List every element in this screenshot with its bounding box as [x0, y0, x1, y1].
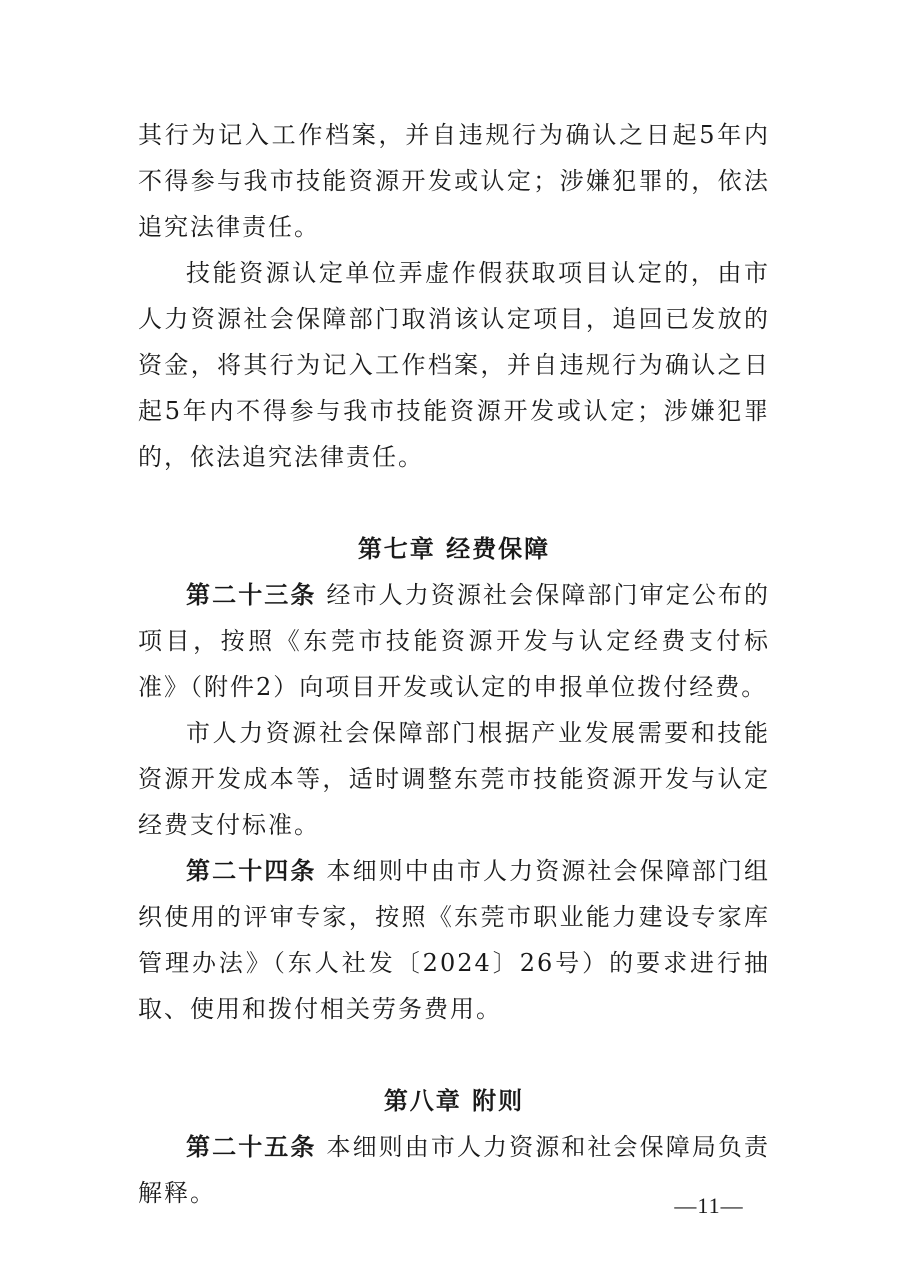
chapter-7-title: 第七章 经费保障: [357, 535, 551, 563]
paragraph-continued: 其行为记入工作档案，并自违规行为确认之日起5年内不得参与我市技能资源开发或认定；涉嫌犯罪的，依法追究法律责任。: [138, 121, 770, 241]
paragraph-fraud-penalty: 技能资源认定单位弄虚作假获取项目认定的，由市人力资源社会保障部门取消该认定项目，追回已发放的资金，将其行为记入工作档案，并自违规行为确认之日起5年内不得参与我市技能资源开发或认定；涉嫌犯罪的，依法追究法律责任。: [138, 259, 770, 471]
article-25-number: 第二十五条: [186, 1133, 317, 1161]
article-24: [138, 848, 770, 1032]
paragraph-standard-adjustment: 市人力资源社会保障部门根据产业发展需要和技能资源开发成本等，适时调整东莞市技能资源开发与认定经费支付标准。: [138, 719, 770, 839]
article-23: [138, 572, 770, 710]
article-23-number: 第二十三条: [186, 581, 317, 609]
article-23-text: 经市人力资源社会保障部门审定公布的项目，按照《东莞市技能资源开发与认定经费支付标准》（附件2）向项目开发或认定的申报单位拨付经费。: [138, 581, 771, 701]
page-number: —11—: [674, 1193, 744, 1218]
article-24-number: 第二十四条: [186, 857, 317, 885]
chapter-8-title: 第八章 附则: [383, 1087, 525, 1115]
article-25-text: 本细则由市人力资源和社会保障局负责解释。: [138, 1133, 771, 1207]
document-body: [138, 112, 770, 1216]
article-24-text: 本细则中由市人力资源社会保障部门组织使用的评审专家，按照《东莞市职业能力建设专家库管理办法》（东人社发〔2024〕26号）的要求进行抽取、使用和拨付相关劳务费用。: [138, 857, 771, 1023]
